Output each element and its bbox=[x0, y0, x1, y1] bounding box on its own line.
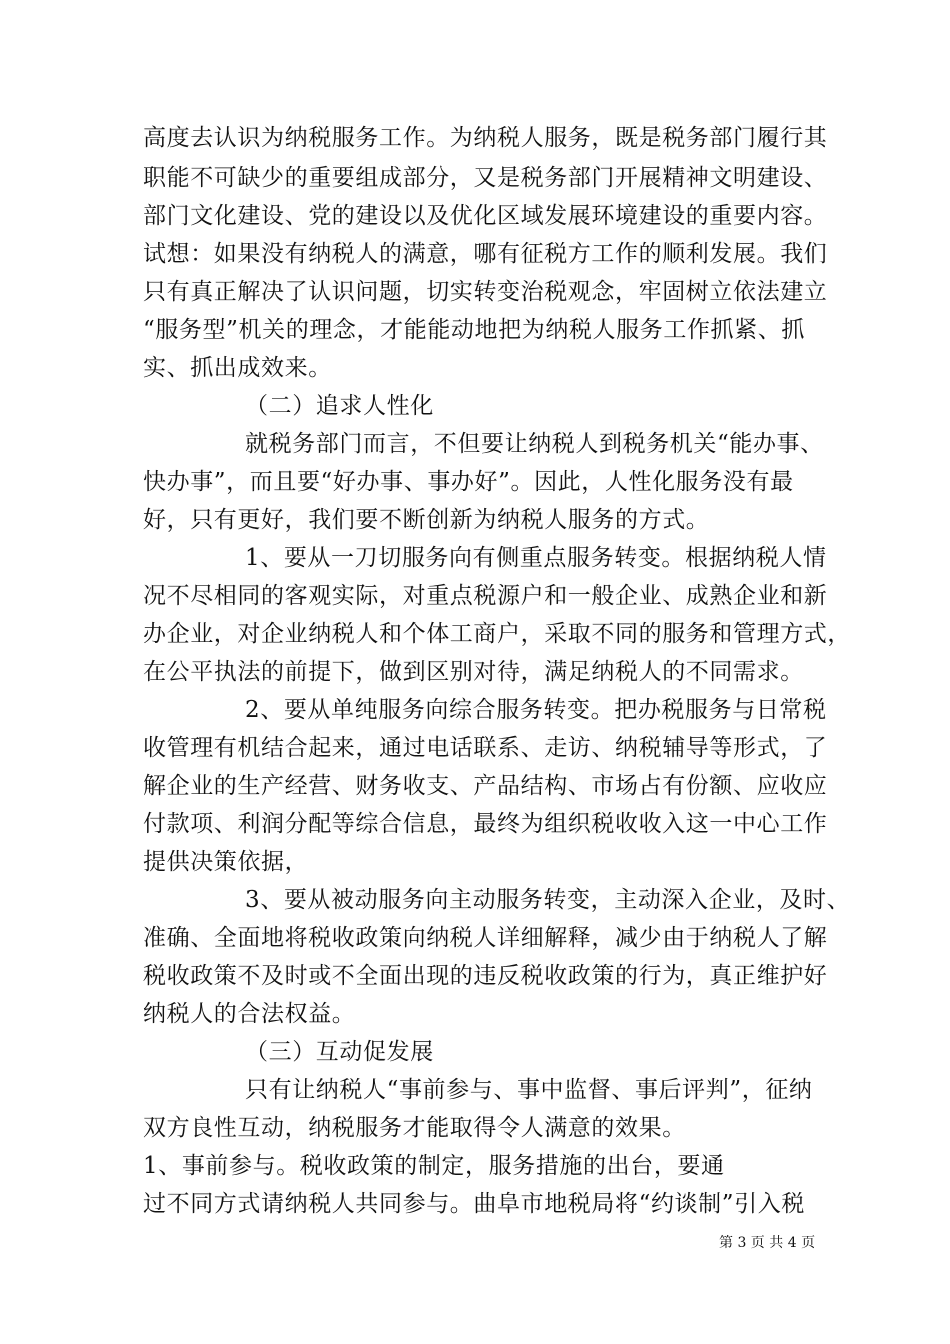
text-line: 实、抓出成效来。 bbox=[143, 355, 332, 381]
text-line: 收管理有机结合起来，通过电话联系、走访、纳税辅导等形式，了 bbox=[143, 735, 828, 761]
text-line: 1、要从一刀切服务向有侧重点服务转变。根据纳税人情 bbox=[245, 545, 827, 571]
text-line: 试想：如果没有纳税人的满意，哪有征税方工作的顺利发展。我们 bbox=[143, 241, 828, 267]
text-line: 税收政策不及时或不全面出现的违反税收政策的行为，真正维护好 bbox=[143, 963, 828, 989]
text-line: 只有让纳税人“事前参与、事中监督、事后评判”，征纳 bbox=[245, 1077, 813, 1103]
text-line: 纳税人的合法权益。 bbox=[143, 1001, 356, 1027]
text-line: 双方良性互动，纳税服务才能取得令人满意的效果。 bbox=[143, 1115, 686, 1141]
text-line: 准确、全面地将税收政策向纳税人详细解释，减少由于纳税人了解 bbox=[143, 925, 828, 951]
text-line: 解企业的生产经营、财务收支、产品结构、市场占有份额、应收应 bbox=[143, 773, 828, 799]
text-line: 就税务部门而言，不但要让纳税人到税务机关“能办事、 bbox=[245, 431, 824, 457]
text-line: 付款项、利润分配等综合信息，最终为组织税收收入这一中心工作 bbox=[143, 811, 828, 837]
text-line: 1、事前参与。税收政策的制定，服务措施的出台，要通 bbox=[143, 1153, 725, 1179]
page-number-footer: 第 3 页 共 4 页 bbox=[719, 1235, 816, 1251]
text-line: 部门文化建设、党的建设以及优化区域发展环境建设的重要内容。 bbox=[143, 203, 828, 229]
text-line: 提供决策依据， bbox=[143, 849, 309, 875]
text-line: 2、要从单纯服务向综合服务转变。把办税服务与日常税 bbox=[245, 697, 827, 723]
text-line: 在公平执法的前提下，做到区别对待，满足纳税人的不同需求。 bbox=[143, 659, 804, 685]
text-line: 好，只有更好，我们要不断创新为纳税人服务的方式。 bbox=[143, 507, 710, 533]
text-line: 快办事”，而且要“好办事、事办好”。因此，人性化服务没有最 bbox=[143, 469, 794, 495]
text-line: 只有真正解决了认识问题，切实转变治税观念，牢固树立依法建立 bbox=[143, 279, 828, 305]
section-heading: （三）互动促发展 bbox=[245, 1039, 434, 1065]
text-line: 高度去认识为纳税服务工作。为纳税人服务，既是税务部门履行其 bbox=[143, 125, 828, 151]
text-line: 过不同方式请纳税人共同参与。曲阜市地税局将“约谈制”引入税 bbox=[143, 1191, 805, 1217]
text-line: 3、要从被动服务向主动服务转变，主动深入企业，及时、 bbox=[245, 887, 851, 913]
text-line: 职能不可缺少的重要组成部分，又是税务部门开展精神文明建设、 bbox=[143, 165, 828, 191]
text-line: 办企业，对企业纳税人和个体工商户，采取不同的服务和管理方式， bbox=[143, 621, 851, 647]
text-line: “服务型”机关的理念，才能能动地把为纳税人服务工作抓紧、抓 bbox=[143, 317, 805, 343]
section-heading: （二）追求人性化 bbox=[245, 393, 434, 419]
text-line: 况不尽相同的客观实际，对重点税源户和一般企业、成熟企业和新 bbox=[143, 583, 828, 609]
